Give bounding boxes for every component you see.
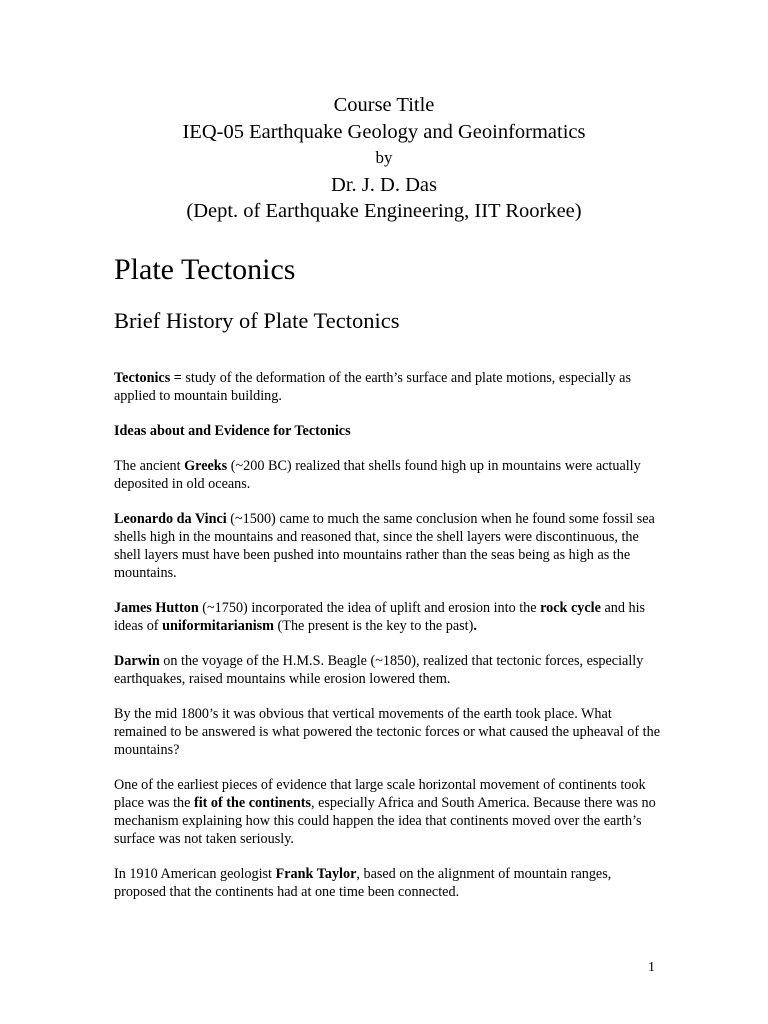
text-run: (The present is the key to the past) — [274, 618, 474, 634]
author-name: Dr. J. D. Das — [331, 173, 437, 196]
page-number: 1 — [648, 960, 655, 975]
bold-term: Leonardo da Vinci — [114, 511, 227, 527]
bold-period: . — [473, 618, 477, 634]
text-run: One of the earliest pieces of evidence that large scale horizontal movement of continents took place was the — [114, 777, 646, 811]
paragraph-darwin — [114, 652, 664, 688]
paragraph-frank-taylor — [114, 865, 664, 901]
text-run: , especially Africa and South America. Because there was no mechanism explaining how this could happen the idea that continents moved over the earth’s surface was not taken seriously. — [114, 795, 656, 847]
bold-term: Greeks — [184, 458, 228, 474]
page-title: Plate Tectonics — [114, 253, 296, 286]
section-heading: Brief History of Plate Tectonics — [114, 308, 400, 333]
text-run: (~1500) came to much the same conclusion when he found some fossil sea shells high in the mountains and reasoned that, since the shell layers were discontinuous, the shell layers must have been pushed into mountains rather than the seas being as high as the mountains. — [114, 511, 655, 581]
text-run: study of the deformation of the earth’s surface and plate motions, especially as applied to mountain building. — [114, 370, 631, 404]
paragraph-greeks — [114, 457, 664, 493]
bold-term: rock cycle — [540, 600, 601, 616]
text-run: (~200 BC) realized that shells found high up in mountains were actually deposited in old oceans. — [114, 458, 641, 492]
bold-term: uniformitarianism — [162, 618, 274, 634]
course-title-label: Course Title — [333, 94, 435, 116]
bold-term: Frank Taylor — [275, 866, 357, 882]
bold-term: Darwin — [114, 653, 160, 669]
text-run: , based on the alignment of mountain ranges, proposed that the continents had at one time been connected. — [114, 866, 612, 900]
bold-term: James Hutton — [114, 600, 199, 616]
paragraph-fit-of-continents — [114, 776, 664, 848]
text-run: on the voyage of the H.M.S. Beagle (~1850), realized that tectonic forces, especially earthquakes, raised mountains while erosion lowered them. — [114, 653, 644, 687]
bold-term: Tectonics = — [114, 370, 182, 386]
by-label: by — [375, 148, 393, 167]
body-text — [114, 369, 664, 918]
text-run: (~1750) incorporated the idea of uplift and erosion into the — [198, 600, 541, 616]
course-header — [0, 92, 768, 225]
text-run: By the mid 1800’s it was obvious that vertical movements of the earth took place. What remained to be answered is what powered the tectonic forces or what caused the upheaval of the mountains? — [114, 706, 660, 758]
paragraph-da-vinci — [114, 510, 664, 582]
text-run: and his ideas of — [114, 600, 646, 634]
paragraph-ideas-heading — [114, 422, 664, 440]
paragraph-mid-1800s — [114, 705, 664, 759]
bold-subheading: Ideas about and Evidence for Tectonics — [114, 423, 351, 439]
course-name: IEQ-05 Earthquake Geology and Geoinformatics — [182, 120, 586, 143]
text-run: In 1910 American geologist — [114, 866, 276, 882]
author-affiliation: (Dept. of Earthquake Engineering, IIT Roorkee) — [186, 200, 582, 222]
paragraph-tectonics-definition — [114, 369, 664, 405]
paragraph-hutton — [114, 599, 664, 635]
text-run: The ancient — [114, 458, 185, 474]
bold-term: fit of the continents — [193, 795, 312, 811]
